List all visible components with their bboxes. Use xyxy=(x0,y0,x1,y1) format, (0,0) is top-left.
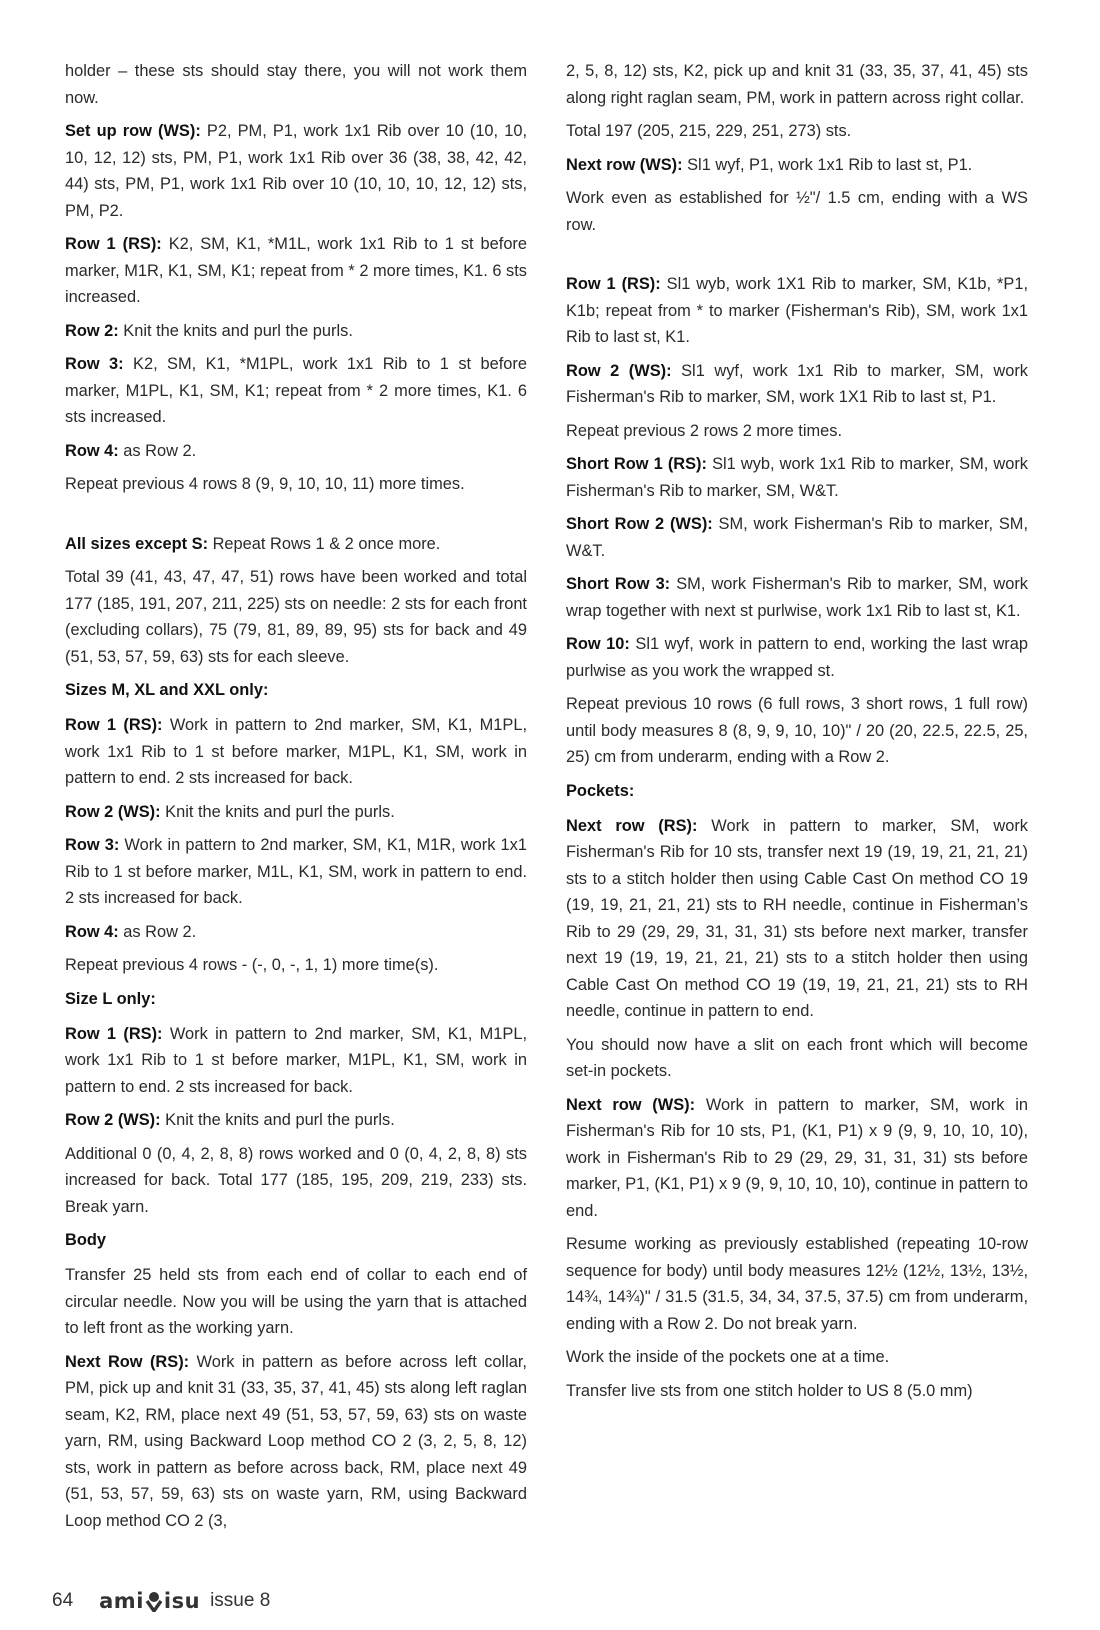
instruction-paragraph xyxy=(65,952,527,979)
instruction-text: Work the inside of the pockets one at a time. xyxy=(566,1348,890,1366)
instruction-paragraph xyxy=(65,118,527,224)
instruction-paragraph xyxy=(65,1262,527,1342)
instruction-paragraph xyxy=(65,832,527,912)
row-label: Row 2 (WS): xyxy=(65,802,161,821)
section-heading: Sizes M, XL and XXL only: xyxy=(65,681,269,699)
instruction-paragraph xyxy=(65,799,527,826)
row-label: Row 3: xyxy=(65,355,124,373)
row-label: Next row (WS): xyxy=(566,1095,696,1114)
instruction-text: as Row 2. xyxy=(118,441,197,460)
row-label: Next Row (RS): xyxy=(65,1352,190,1371)
instruction-paragraph xyxy=(566,271,1028,351)
instruction-paragraph xyxy=(566,511,1028,564)
instruction-paragraph xyxy=(566,1092,1028,1225)
instruction-text: 2, 5, 8, 12) sts, K2, pick up and knit 31 (33, 35, 37, 41, 45) sts along right raglan seam, PM, work in pattern across right collar. xyxy=(566,62,1028,107)
instruction-paragraph xyxy=(65,712,527,792)
row-label: Short Row 1 (RS): xyxy=(566,455,707,473)
row-label: Row 2 (WS): xyxy=(566,361,672,380)
instruction-text: Work in pattern to 2nd marker, SM, K1, M1R, work 1x1 Rib to 1 st before marker, M1L, K1, SM, work in pattern to end. 2 sts increased for back. xyxy=(65,836,527,907)
section-heading: Size L only: xyxy=(65,989,156,1008)
instruction-text: Work in pattern to 2nd marker, SM, K1, M1PL, work 1x1 Rib to 1 st before marker, M1PL, K1, SM, work in pattern to end. 2 sts increased for back. xyxy=(65,1024,528,1096)
instruction-text: Knit the knits and purl the purls. xyxy=(160,802,395,821)
instruction-paragraph xyxy=(566,1378,1028,1405)
row-label: Row 3: xyxy=(65,836,120,854)
instruction-paragraph xyxy=(65,1021,527,1101)
instruction-paragraph xyxy=(65,1107,527,1134)
instruction-text: Knit the knits and purl the purls. xyxy=(160,1111,395,1129)
instruction-text: Additional 0 (0, 4, 2, 8, 8) rows worked and 0 (0, 4, 2, 8, 8) sts increased for back. Total 177 (185, 195, 209, 219, 233) sts. Break yarn. xyxy=(65,1144,527,1216)
instruction-text: SM, work Fisherman's Rib to marker, SM, W&T. xyxy=(566,515,1028,560)
instruction-paragraph xyxy=(65,564,527,670)
instruction-text: Total 39 (41, 43, 47, 47, 51) rows have been worked and total 177 (185, 191, 207, 211, 225) sts on needle: 2 sts for each front (excluding collars), 75 (79, 81, 89, 89, 95) sts for back and 49 (51, 53, 57, 59, 63) sts for each sleeve. xyxy=(65,568,527,666)
row-label: Row 2 (WS): xyxy=(65,1111,161,1129)
instruction-text: Repeat previous 4 rows 8 (9, 9, 10, 10, 11) more times. xyxy=(65,475,465,493)
instruction-paragraph xyxy=(566,571,1028,624)
logo-text-start: ami xyxy=(99,1589,144,1613)
paragraph-gap xyxy=(65,505,527,531)
issue-label: issue 8 xyxy=(210,1590,271,1611)
instruction-paragraph xyxy=(566,152,1028,179)
row-label: Row 1 (RS): xyxy=(566,275,661,293)
instruction-paragraph xyxy=(566,1032,1028,1085)
instruction-text: Work in pattern as before across left collar, PM, pick up and knit 31 (33, 35, 37, 41, 45) sts along left raglan seam, K2, RM, place next 49 (51, 53, 57, 59, 63) sts on waste yarn, RM, using Backward Loop method CO 2 (3, 2, 5, 8, 12) sts, work in pattern as before across back, RM, place next 49 (51, 53, 57, 59, 63) sts on waste yarn, RM, using Backward Loop method CO 2 (3, xyxy=(65,1352,527,1530)
instruction-text: Work in pattern to 2nd marker, SM, K1, M1PL, work 1x1 Rib to 1 st before marker, M1PL, K1, SM, work in pattern to end. 2 sts increased for back. xyxy=(65,716,528,787)
instruction-text: Repeat previous 10 rows (6 full rows, 3 short rows, 1 full row) until body measures 8 (8, 9, 9, 10, 10)" / 20 (20, 22.5, 22.5, 25, 25) cm from underarm, ending with a Row 2. xyxy=(566,695,1028,766)
instruction-paragraph xyxy=(566,418,1028,445)
instruction-paragraph xyxy=(65,58,527,111)
instruction-paragraph xyxy=(566,691,1028,771)
instruction-text: as Row 2. xyxy=(118,922,197,941)
instruction-text: holder – these sts should stay there, you will not work them now. xyxy=(65,62,527,107)
row-label: Row 1 (RS): xyxy=(65,235,162,253)
instruction-paragraph xyxy=(65,231,527,311)
instruction-paragraph xyxy=(566,58,1028,111)
instruction-paragraph xyxy=(65,1141,527,1221)
page-number: 64 xyxy=(52,1590,74,1611)
instruction-text: You should now have a slit on each front which will become set-in pockets. xyxy=(566,1035,1028,1080)
instruction-text: Repeat previous 2 rows 2 more times. xyxy=(566,421,843,440)
instruction-text: Repeat Rows 1 & 2 once more. xyxy=(208,534,441,553)
row-label: Row 4: xyxy=(65,441,119,460)
instruction-paragraph xyxy=(65,531,527,558)
instruction-paragraph xyxy=(65,351,527,431)
logo-text-end: isu xyxy=(163,1589,201,1613)
instruction-text: Sl1 wyb, work 1x1 Rib to marker, SM, work Fisherman's Rib to marker, SM, W&T. xyxy=(566,455,1028,500)
instruction-paragraph xyxy=(65,318,527,345)
instruction-paragraph xyxy=(566,813,1028,1025)
instruction-text: Sl1 wyb, work 1X1 Rib to marker, SM, K1b, *P1, K1b; repeat from * to marker (Fisherman's Rib), SM, work 1x1 Rib to last st, K1. xyxy=(566,275,1028,346)
left-column xyxy=(65,58,527,1541)
row-label: Row 2: xyxy=(65,321,119,340)
instruction-paragraph xyxy=(65,1349,527,1535)
instruction-paragraph xyxy=(65,438,527,465)
instruction-paragraph xyxy=(566,451,1028,504)
row-label: Short Row 3: xyxy=(566,575,671,593)
instruction-text: Sl1 wyf, P1, work 1x1 Rib to last st, P1. xyxy=(682,155,973,174)
row-label: Row 1 (RS): xyxy=(65,1024,163,1043)
row-label: Next row (WS): xyxy=(566,155,683,174)
row-label: Set up row (WS): xyxy=(65,122,201,140)
instruction-text: Sl1 wyf, work 1x1 Rib to marker, SM, work Fisherman's Rib to marker, SM, work 1X1 Rib to last st, P1. xyxy=(566,361,1028,406)
instruction-paragraph xyxy=(566,358,1028,411)
instruction-paragraph xyxy=(566,118,1028,145)
instruction-text: Total 197 (205, 215, 229, 251, 273) sts. xyxy=(566,122,852,140)
instruction-text: Work in pattern to marker, SM, work in Fisherman's Rib for 10 sts, P1, (K1, P1) x 9 (9, 9, 10, 10, 10), work in Fisherman's Rib to 29 (29, 29, 31, 31, 31) sts before marker, P1, (K1, P1) x 9 (9, 9, 10, 10, 10), continue in pattern to end. xyxy=(566,1095,1028,1220)
brand-logo xyxy=(99,1589,200,1613)
instruction-paragraph xyxy=(566,631,1028,684)
paragraph-gap xyxy=(566,245,1028,271)
row-label: All sizes except S: xyxy=(65,534,209,553)
yarn-ball-icon xyxy=(145,1590,163,1612)
row-label: Row 10: xyxy=(566,635,630,653)
instruction-text: K2, SM, K1, *M1PL, work 1x1 Rib to 1 st before marker, M1PL, K1, SM, K1; repeat from * 2 more times, K1. 6 sts increased. xyxy=(65,355,527,426)
instruction-paragraph xyxy=(65,919,527,946)
row-label: Next row (RS): xyxy=(566,816,698,835)
instruction-text: Sl1 wyf, work in pattern to end, working the last wrap purlwise as you work the wrapped st. xyxy=(566,635,1028,680)
instruction-text: Work even as established for ½"/ 1.5 cm, ending with a WS row. xyxy=(566,189,1028,234)
instruction-paragraph xyxy=(65,471,527,498)
instruction-text: Repeat previous 4 rows - (-, 0, -, 1, 1) more time(s). xyxy=(65,956,439,974)
instruction-paragraph xyxy=(566,1344,1028,1371)
row-label: Short Row 2 (WS): xyxy=(566,515,713,533)
instruction-text: Knit the knits and purl the purls. xyxy=(118,321,353,340)
section-heading: Pockets: xyxy=(566,781,635,800)
page-footer xyxy=(52,1584,270,1618)
right-column xyxy=(566,58,1028,1411)
instruction-text: Transfer live sts from one stitch holder to US 8 (5.0 mm) xyxy=(566,1381,973,1400)
instruction-text: P2, PM, P1, work 1x1 Rib over 10 (10, 10, 10, 12, 12) sts, PM, P1, work 1x1 Rib over 36 (38, 38, 42, 42, 44) sts, PM, P1, work 1x1 Rib over 10 (10, 10, 10, 12, 12) sts, PM, P2. xyxy=(65,122,527,220)
instruction-paragraph xyxy=(566,185,1028,238)
row-label: Row 1 (RS): xyxy=(65,716,163,734)
instruction-paragraph xyxy=(566,1231,1028,1337)
instruction-text: Transfer 25 held sts from each end of collar to each end of circular needle. Now you will be using the yarn that is attached to left front as the working yarn. xyxy=(65,1266,527,1337)
instruction-text: Work in pattern to marker, SM, work Fisherman's Rib for 10 sts, transfer next 19 (19, 19, 21, 21, 21) sts to a stitch holder then using Cable Cast On method CO 19 (19, 19, 21, 21, 21) sts to RH needle, continue in Fisherman’s Rib to 29 (29, 29, 31, 31, 31) sts before next marker, transfer next 19 (19, 19, 21, 21, 21) sts to a stitch holder then using Cable Cast On method CO 19 (19, 19, 21, 21, 21) sts to RH needle, continue in pattern to end. xyxy=(566,816,1028,1020)
row-label: Row 4: xyxy=(65,922,119,941)
section-heading: Body xyxy=(65,1231,106,1249)
instruction-text: K2, SM, K1, *M1L, work 1x1 Rib to 1 st before marker, M1R, K1, SM, K1; repeat from * 2 more times, K1. 6 sts increased. xyxy=(65,235,528,306)
instruction-text: Resume working as previously established (repeating 10-row sequence for body) until body measures 12½ (12½, 13½, 13½, 14¾, 14¾)" / 31.5 (31.5, 34, 34, 37.5, 37.5) cm from underarm, ending with a Row 2. Do not break yarn. xyxy=(566,1235,1028,1333)
instruction-text: SM, work Fisherman's Rib to marker, SM, work wrap together with next st purlwise, work 1x1 Rib to last st, K1. xyxy=(566,575,1028,620)
